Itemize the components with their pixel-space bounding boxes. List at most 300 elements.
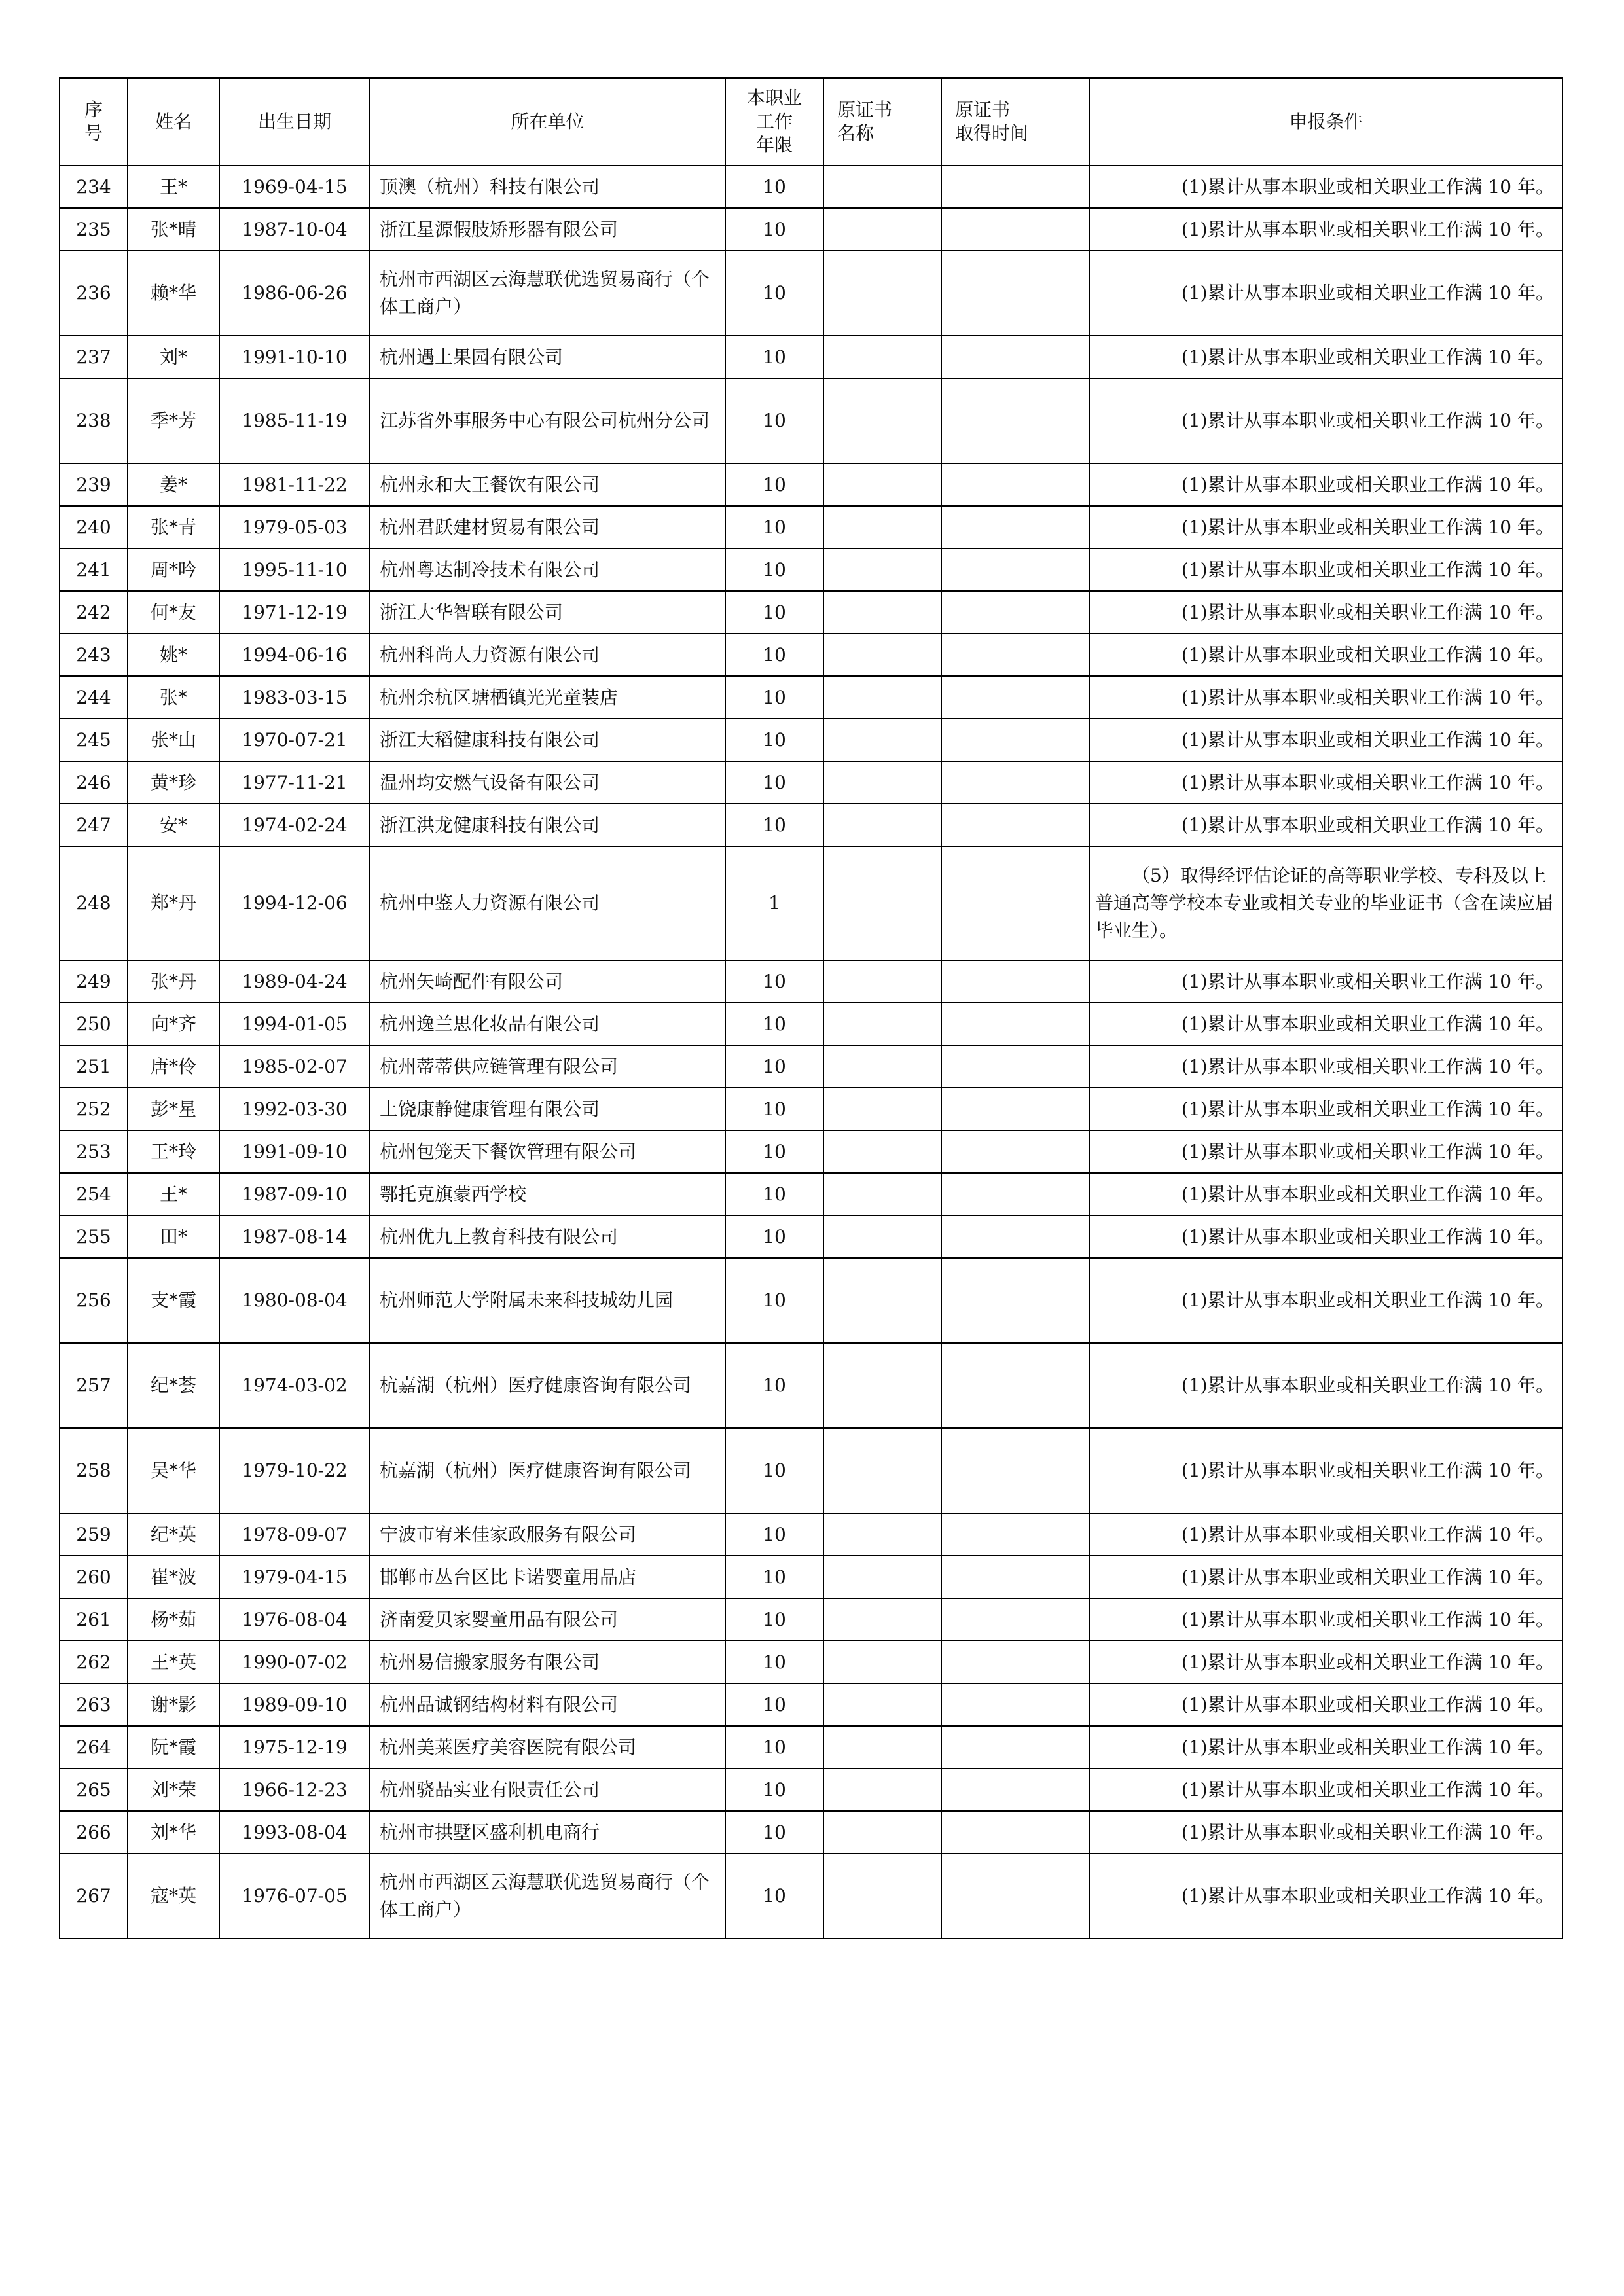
row-cert-name	[823, 208, 941, 251]
row-condition: (1)累计从事本职业或相关职业工作满 10 年。	[1089, 960, 1562, 1003]
row-seq: 248	[60, 846, 128, 960]
row-cert-name	[823, 548, 941, 591]
row-condition: (1)累计从事本职业或相关职业工作满 10 年。	[1089, 1343, 1562, 1428]
header-seq: 序 号	[60, 78, 128, 166]
row-unit: 杭州科尚人力资源有限公司	[370, 634, 725, 676]
row-years: 10	[725, 1556, 823, 1598]
row-unit: 杭州蒂蒂供应链管理有限公司	[370, 1045, 725, 1088]
row-seq: 249	[60, 960, 128, 1003]
row-cert-date	[941, 378, 1089, 463]
row-condition: (1)累计从事本职业或相关职业工作满 10 年。	[1089, 1556, 1562, 1598]
row-years: 10	[725, 960, 823, 1003]
row-seq: 250	[60, 1003, 128, 1045]
row-seq: 244	[60, 676, 128, 719]
row-seq: 245	[60, 719, 128, 761]
header-name: 姓名	[128, 78, 219, 166]
row-condition: (1)累计从事本职业或相关职业工作满 10 年。	[1089, 676, 1562, 719]
row-unit: 杭州易信搬家服务有限公司	[370, 1641, 725, 1683]
row-birth: 1987-10-04	[219, 208, 370, 251]
row-condition: (1)累计从事本职业或相关职业工作满 10 年。	[1089, 166, 1562, 208]
row-cert-date	[941, 1641, 1089, 1683]
row-condition: (1)累计从事本职业或相关职业工作满 10 年。	[1089, 548, 1562, 591]
row-cert-name	[823, 166, 941, 208]
row-cert-name	[823, 1130, 941, 1173]
row-name: 周*吟	[128, 548, 219, 591]
table-row	[60, 1003, 1562, 1045]
row-name: 田*	[128, 1215, 219, 1258]
row-name: 张*	[128, 676, 219, 719]
table-row	[60, 251, 1562, 336]
row-cert-date	[941, 166, 1089, 208]
row-name: 张*山	[128, 719, 219, 761]
row-condition: (1)累计从事本职业或相关职业工作满 10 年。	[1089, 1045, 1562, 1088]
applicant-table	[59, 77, 1563, 1939]
table-row	[60, 1854, 1562, 1939]
row-name: 姜*	[128, 463, 219, 506]
table-row	[60, 1726, 1562, 1768]
row-cert-name	[823, 1683, 941, 1726]
row-name: 纪*荟	[128, 1343, 219, 1428]
row-birth: 1980-08-04	[219, 1258, 370, 1343]
row-cert-name	[823, 804, 941, 846]
row-cert-name	[823, 1811, 941, 1854]
row-years: 1	[725, 846, 823, 960]
header-birth: 出生日期	[219, 78, 370, 166]
row-cert-name	[823, 1598, 941, 1641]
row-seq: 255	[60, 1215, 128, 1258]
row-cert-date	[941, 591, 1089, 634]
row-birth: 1994-06-16	[219, 634, 370, 676]
row-condition: (1)累计从事本职业或相关职业工作满 10 年。	[1089, 1768, 1562, 1811]
row-cert-date	[941, 1215, 1089, 1258]
row-unit: 邯郸市丛台区比卡诺婴童用品店	[370, 1556, 725, 1598]
table-row	[60, 1556, 1562, 1598]
row-cert-name	[823, 1428, 941, 1513]
row-years: 10	[725, 1088, 823, 1130]
row-cert-name	[823, 336, 941, 378]
row-cert-date	[941, 336, 1089, 378]
table-row	[60, 1683, 1562, 1726]
row-cert-name	[823, 506, 941, 548]
row-cert-date	[941, 1428, 1089, 1513]
row-unit: 杭州品诚钢结构材料有限公司	[370, 1683, 725, 1726]
row-name: 安*	[128, 804, 219, 846]
row-cert-date	[941, 1088, 1089, 1130]
row-birth: 1974-03-02	[219, 1343, 370, 1428]
row-unit: 杭州优九上教育科技有限公司	[370, 1215, 725, 1258]
row-seq: 251	[60, 1045, 128, 1088]
row-cert-date	[941, 1854, 1089, 1939]
row-unit: 杭州遇上果园有限公司	[370, 336, 725, 378]
row-seq: 263	[60, 1683, 128, 1726]
row-birth: 1978-09-07	[219, 1513, 370, 1556]
row-years: 10	[725, 1173, 823, 1215]
table-row	[60, 960, 1562, 1003]
row-cert-date	[941, 960, 1089, 1003]
table-row	[60, 208, 1562, 251]
row-birth: 1995-11-10	[219, 548, 370, 591]
row-seq: 236	[60, 251, 128, 336]
row-condition: (1)累计从事本职业或相关职业工作满 10 年。	[1089, 506, 1562, 548]
row-cert-date	[941, 1258, 1089, 1343]
row-seq: 246	[60, 761, 128, 804]
row-birth: 1986-06-26	[219, 251, 370, 336]
table-row	[60, 548, 1562, 591]
row-condition: (1)累计从事本职业或相关职业工作满 10 年。	[1089, 1513, 1562, 1556]
row-cert-name	[823, 1768, 941, 1811]
row-birth: 1969-04-15	[219, 166, 370, 208]
row-name: 刘*	[128, 336, 219, 378]
row-years: 10	[725, 1683, 823, 1726]
row-unit: 杭州粤达制冷技术有限公司	[370, 548, 725, 591]
row-cert-name	[823, 960, 941, 1003]
row-birth: 1994-01-05	[219, 1003, 370, 1045]
row-cert-name	[823, 591, 941, 634]
row-years: 10	[725, 251, 823, 336]
row-condition: (1)累计从事本职业或相关职业工作满 10 年。	[1089, 719, 1562, 761]
header-row	[60, 78, 1562, 166]
row-years: 10	[725, 208, 823, 251]
row-condition: (1)累计从事本职业或相关职业工作满 10 年。	[1089, 1683, 1562, 1726]
row-cert-date	[941, 1768, 1089, 1811]
row-seq: 238	[60, 378, 128, 463]
row-condition: (1)累计从事本职业或相关职业工作满 10 年。	[1089, 1130, 1562, 1173]
row-years: 10	[725, 719, 823, 761]
row-birth: 1991-09-10	[219, 1130, 370, 1173]
row-cert-name	[823, 846, 941, 960]
row-name: 黄*珍	[128, 761, 219, 804]
row-unit: 杭州包笼天下餐饮管理有限公司	[370, 1130, 725, 1173]
row-unit: 宁波市宥米佳家政服务有限公司	[370, 1513, 725, 1556]
row-condition: (1)累计从事本职业或相关职业工作满 10 年。	[1089, 1811, 1562, 1854]
row-birth: 1974-02-24	[219, 804, 370, 846]
row-cert-date	[941, 1045, 1089, 1088]
header-cert-name: 原证书 名称	[823, 78, 941, 166]
row-unit: 杭州美莱医疗美容医院有限公司	[370, 1726, 725, 1768]
row-cert-name	[823, 1641, 941, 1683]
row-birth: 1987-09-10	[219, 1173, 370, 1215]
row-unit: 杭嘉湖（杭州）医疗健康咨询有限公司	[370, 1428, 725, 1513]
row-cert-name	[823, 378, 941, 463]
row-years: 10	[725, 166, 823, 208]
row-name: 张*晴	[128, 208, 219, 251]
row-condition: (1)累计从事本职业或相关职业工作满 10 年。	[1089, 1258, 1562, 1343]
row-unit: 浙江洪龙健康科技有限公司	[370, 804, 725, 846]
table-row	[60, 719, 1562, 761]
row-birth: 1989-09-10	[219, 1683, 370, 1726]
row-birth: 1989-04-24	[219, 960, 370, 1003]
row-years: 10	[725, 1343, 823, 1428]
row-years: 10	[725, 1215, 823, 1258]
row-unit: 上饶康静健康管理有限公司	[370, 1088, 725, 1130]
row-years: 10	[725, 336, 823, 378]
table-row	[60, 336, 1562, 378]
row-cert-date	[941, 1003, 1089, 1045]
row-seq: 262	[60, 1641, 128, 1683]
table-row	[60, 1215, 1562, 1258]
row-years: 10	[725, 1854, 823, 1939]
header-condition: 申报条件	[1089, 78, 1562, 166]
table-row	[60, 1173, 1562, 1215]
row-cert-date	[941, 804, 1089, 846]
row-name: 刘*华	[128, 1811, 219, 1854]
table-row	[60, 506, 1562, 548]
header-years: 本职业 工作 年限	[725, 78, 823, 166]
row-condition: (1)累计从事本职业或相关职业工作满 10 年。	[1089, 463, 1562, 506]
row-years: 10	[725, 634, 823, 676]
row-cert-date	[941, 1173, 1089, 1215]
row-condition: (1)累计从事本职业或相关职业工作满 10 年。	[1089, 378, 1562, 463]
row-condition: （5）取得经评估论证的高等职业学校、专科及以上普通高等学校本专业或相关专业的毕业证书（含在读应届毕业生）。	[1089, 846, 1562, 960]
row-condition: (1)累计从事本职业或相关职业工作满 10 年。	[1089, 1173, 1562, 1215]
row-cert-date	[941, 719, 1089, 761]
row-unit: 济南爱贝家婴童用品有限公司	[370, 1598, 725, 1641]
row-cert-name	[823, 1513, 941, 1556]
row-cert-date	[941, 1556, 1089, 1598]
row-condition: (1)累计从事本职业或相关职业工作满 10 年。	[1089, 1088, 1562, 1130]
row-birth: 1971-12-19	[219, 591, 370, 634]
row-name: 姚*	[128, 634, 219, 676]
row-seq: 265	[60, 1768, 128, 1811]
row-birth: 1977-11-21	[219, 761, 370, 804]
row-name: 阮*霞	[128, 1726, 219, 1768]
row-name: 吴*华	[128, 1428, 219, 1513]
row-seq: 264	[60, 1726, 128, 1768]
row-years: 10	[725, 378, 823, 463]
row-name: 谢*影	[128, 1683, 219, 1726]
row-condition: (1)累计从事本职业或相关职业工作满 10 年。	[1089, 208, 1562, 251]
table-row	[60, 1130, 1562, 1173]
row-condition: (1)累计从事本职业或相关职业工作满 10 年。	[1089, 804, 1562, 846]
row-seq: 242	[60, 591, 128, 634]
row-seq: 266	[60, 1811, 128, 1854]
row-years: 10	[725, 1513, 823, 1556]
row-years: 10	[725, 506, 823, 548]
row-seq: 261	[60, 1598, 128, 1641]
row-name: 向*齐	[128, 1003, 219, 1045]
row-cert-name	[823, 761, 941, 804]
row-seq: 235	[60, 208, 128, 251]
row-unit: 杭州市拱墅区盛利机电商行	[370, 1811, 725, 1854]
row-condition: (1)累计从事本职业或相关职业工作满 10 年。	[1089, 591, 1562, 634]
table-row	[60, 591, 1562, 634]
row-seq: 234	[60, 166, 128, 208]
row-cert-name	[823, 1258, 941, 1343]
table-row	[60, 463, 1562, 506]
row-unit: 顶澳（杭州）科技有限公司	[370, 166, 725, 208]
row-years: 10	[725, 1428, 823, 1513]
row-seq: 267	[60, 1854, 128, 1939]
row-name: 崔*波	[128, 1556, 219, 1598]
row-cert-date	[941, 463, 1089, 506]
row-unit: 鄂托克旗蒙西学校	[370, 1173, 725, 1215]
row-cert-name	[823, 1343, 941, 1428]
row-cert-date	[941, 251, 1089, 336]
table-row	[60, 1811, 1562, 1854]
table-row	[60, 166, 1562, 208]
row-years: 10	[725, 1811, 823, 1854]
row-cert-date	[941, 548, 1089, 591]
row-seq: 254	[60, 1173, 128, 1215]
row-unit: 浙江大稻健康科技有限公司	[370, 719, 725, 761]
row-birth: 1979-10-22	[219, 1428, 370, 1513]
row-condition: (1)累计从事本职业或相关职业工作满 10 年。	[1089, 1854, 1562, 1939]
row-unit: 杭嘉湖（杭州）医疗健康咨询有限公司	[370, 1343, 725, 1428]
row-cert-name	[823, 1726, 941, 1768]
row-birth: 1991-10-10	[219, 336, 370, 378]
row-name: 纪*英	[128, 1513, 219, 1556]
row-seq: 247	[60, 804, 128, 846]
row-cert-name	[823, 719, 941, 761]
row-name: 杨*茹	[128, 1598, 219, 1641]
row-name: 支*霞	[128, 1258, 219, 1343]
row-cert-name	[823, 463, 941, 506]
table-row	[60, 846, 1562, 960]
row-seq: 237	[60, 336, 128, 378]
row-cert-name	[823, 1173, 941, 1215]
row-cert-name	[823, 676, 941, 719]
row-birth: 1976-07-05	[219, 1854, 370, 1939]
row-seq: 256	[60, 1258, 128, 1343]
row-name: 王*	[128, 166, 219, 208]
row-birth: 1992-03-30	[219, 1088, 370, 1130]
row-birth: 1979-04-15	[219, 1556, 370, 1598]
row-birth: 1985-02-07	[219, 1045, 370, 1088]
row-condition: (1)累计从事本职业或相关职业工作满 10 年。	[1089, 1003, 1562, 1045]
row-seq: 240	[60, 506, 128, 548]
row-cert-date	[941, 208, 1089, 251]
row-seq: 260	[60, 1556, 128, 1598]
row-cert-name	[823, 634, 941, 676]
table-row	[60, 804, 1562, 846]
row-birth: 1966-12-23	[219, 1768, 370, 1811]
row-unit: 浙江星源假肢矫形器有限公司	[370, 208, 725, 251]
table-row	[60, 634, 1562, 676]
row-birth: 1994-12-06	[219, 846, 370, 960]
row-years: 10	[725, 1768, 823, 1811]
row-seq: 258	[60, 1428, 128, 1513]
row-unit: 杭州君跃建材贸易有限公司	[370, 506, 725, 548]
row-birth: 1993-08-04	[219, 1811, 370, 1854]
row-birth: 1976-08-04	[219, 1598, 370, 1641]
row-unit: 杭州市西湖区云海慧联优选贸易商行（个体工商户）	[370, 1854, 725, 1939]
row-unit: 江苏省外事服务中心有限公司杭州分公司	[370, 378, 725, 463]
row-years: 10	[725, 548, 823, 591]
row-name: 王*	[128, 1173, 219, 1215]
row-unit: 杭州师范大学附属未来科技城幼儿园	[370, 1258, 725, 1343]
row-birth: 1985-11-19	[219, 378, 370, 463]
row-birth: 1990-07-02	[219, 1641, 370, 1683]
row-years: 10	[725, 1598, 823, 1641]
row-name: 王*英	[128, 1641, 219, 1683]
row-name: 何*友	[128, 591, 219, 634]
row-seq: 241	[60, 548, 128, 591]
row-cert-name	[823, 251, 941, 336]
row-cert-date	[941, 1343, 1089, 1428]
table-row	[60, 1258, 1562, 1343]
row-condition: (1)累计从事本职业或相关职业工作满 10 年。	[1089, 1641, 1562, 1683]
row-birth: 1981-11-22	[219, 463, 370, 506]
row-unit: 杭州矢崎配件有限公司	[370, 960, 725, 1003]
table-row	[60, 1513, 1562, 1556]
row-unit: 杭州永和大王餐饮有限公司	[370, 463, 725, 506]
table-row	[60, 1343, 1562, 1428]
row-unit: 杭州中鉴人力资源有限公司	[370, 846, 725, 960]
row-years: 10	[725, 1045, 823, 1088]
row-seq: 252	[60, 1088, 128, 1130]
row-years: 10	[725, 591, 823, 634]
row-cert-date	[941, 761, 1089, 804]
row-years: 10	[725, 1641, 823, 1683]
row-birth: 1983-03-15	[219, 676, 370, 719]
row-birth: 1970-07-21	[219, 719, 370, 761]
row-seq: 243	[60, 634, 128, 676]
row-condition: (1)累计从事本职业或相关职业工作满 10 年。	[1089, 251, 1562, 336]
row-birth: 1979-05-03	[219, 506, 370, 548]
row-unit: 浙江大华智联有限公司	[370, 591, 725, 634]
row-name: 季*芳	[128, 378, 219, 463]
row-name: 唐*伶	[128, 1045, 219, 1088]
row-name: 张*丹	[128, 960, 219, 1003]
row-seq: 259	[60, 1513, 128, 1556]
row-name: 刘*荣	[128, 1768, 219, 1811]
table-row	[60, 378, 1562, 463]
table-row	[60, 1598, 1562, 1641]
row-condition: (1)累计从事本职业或相关职业工作满 10 年。	[1089, 336, 1562, 378]
row-condition: (1)累计从事本职业或相关职业工作满 10 年。	[1089, 1428, 1562, 1513]
row-condition: (1)累计从事本职业或相关职业工作满 10 年。	[1089, 1598, 1562, 1641]
row-name: 张*青	[128, 506, 219, 548]
row-unit: 温州均安燃气设备有限公司	[370, 761, 725, 804]
row-years: 10	[725, 463, 823, 506]
row-years: 10	[725, 804, 823, 846]
row-years: 10	[725, 676, 823, 719]
header-cert-date: 原证书 取得时间	[941, 78, 1089, 166]
table-body	[60, 166, 1562, 1939]
row-years: 10	[725, 1726, 823, 1768]
row-condition: (1)累计从事本职业或相关职业工作满 10 年。	[1089, 1215, 1562, 1258]
row-seq: 239	[60, 463, 128, 506]
row-birth: 1975-12-19	[219, 1726, 370, 1768]
row-cert-date	[941, 1811, 1089, 1854]
row-condition: (1)累计从事本职业或相关职业工作满 10 年。	[1089, 1726, 1562, 1768]
row-name: 彭*星	[128, 1088, 219, 1130]
table-row	[60, 1641, 1562, 1683]
row-cert-name	[823, 1556, 941, 1598]
row-cert-date	[941, 506, 1089, 548]
row-cert-date	[941, 1130, 1089, 1173]
row-name: 郑*丹	[128, 846, 219, 960]
row-years: 10	[725, 1258, 823, 1343]
row-years: 10	[725, 1130, 823, 1173]
table-row	[60, 1768, 1562, 1811]
row-years: 10	[725, 761, 823, 804]
row-birth: 1987-08-14	[219, 1215, 370, 1258]
row-name: 赖*华	[128, 251, 219, 336]
row-seq: 253	[60, 1130, 128, 1173]
row-years: 10	[725, 1003, 823, 1045]
row-cert-date	[941, 634, 1089, 676]
row-cert-date	[941, 846, 1089, 960]
row-unit: 杭州骁品实业有限责任公司	[370, 1768, 725, 1811]
row-name: 寇*英	[128, 1854, 219, 1939]
row-condition: (1)累计从事本职业或相关职业工作满 10 年。	[1089, 761, 1562, 804]
row-cert-date	[941, 676, 1089, 719]
row-cert-name	[823, 1088, 941, 1130]
table-row	[60, 1088, 1562, 1130]
row-cert-date	[941, 1683, 1089, 1726]
row-cert-name	[823, 1045, 941, 1088]
